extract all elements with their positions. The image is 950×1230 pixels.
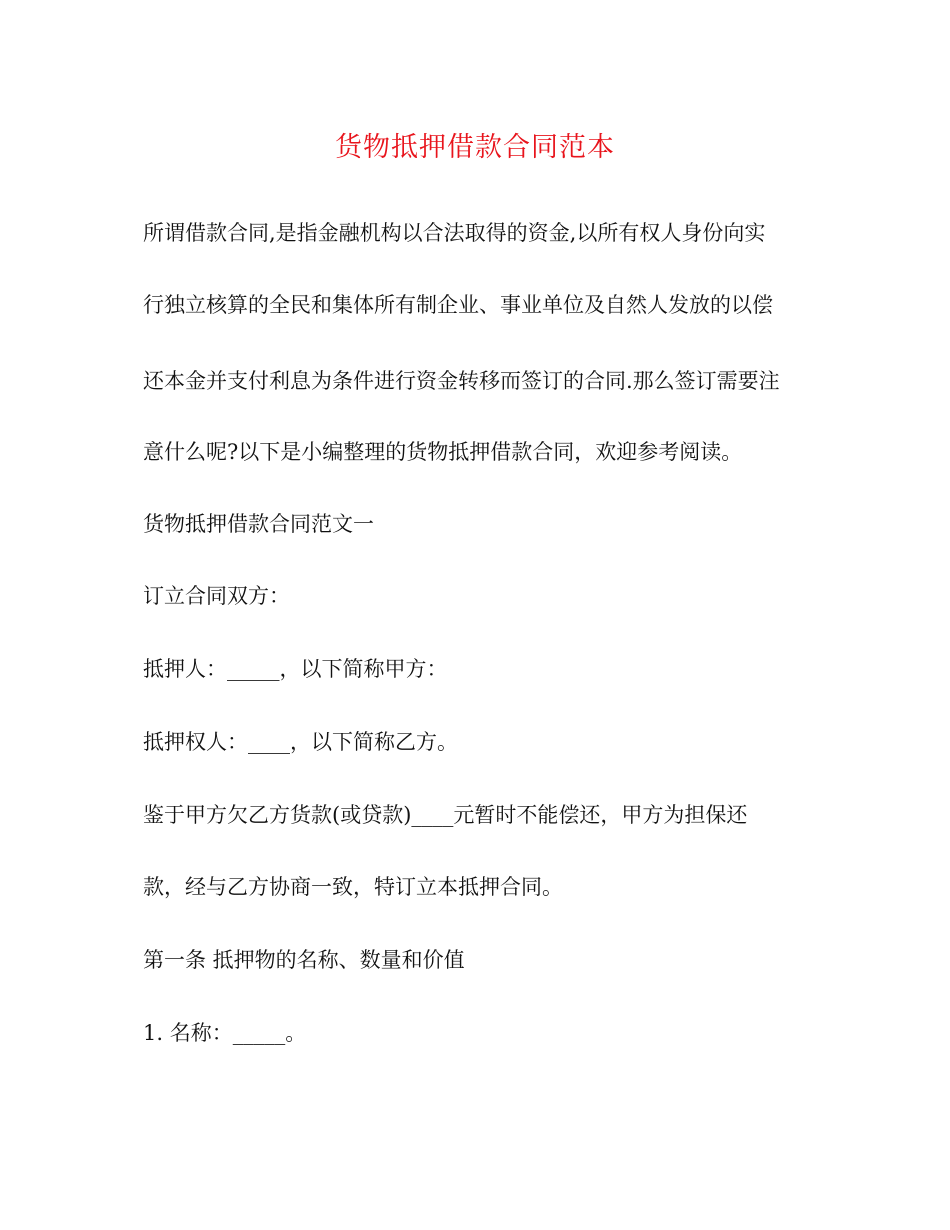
mortgagor-line: 抵押人：_____，以下简称甲方： <box>143 657 448 681</box>
parties-heading: 订立合同双方： <box>143 584 290 608</box>
document-title: 货物抵押借款合同范本 <box>335 132 615 163</box>
intro-line-1: 所谓借款合同,是指金融机构以合法取得的资金,以所有权人身份向实 <box>143 221 766 245</box>
intro-line-2: 行独立核算的全民和集体所有制企业、事业单位及自然人发放的以偿 <box>143 293 773 317</box>
recital-line-2: 款，经与乙方协商一致，特订立本抵押合同。 <box>143 875 563 899</box>
article-one-heading: 第一条 抵押物的名称、数量和价值 <box>143 948 465 972</box>
item-name-line: 1. 名称：_____。 <box>143 1021 307 1045</box>
section-heading: 货物抵押借款合同范文一 <box>143 512 374 536</box>
intro-line-3: 还本金并支付利息为条件进行资金转移而签订的合同.那么签订需要注 <box>143 369 780 393</box>
recital-line-1: 鉴于甲方欠乙方货款(或贷款)____元暂时不能偿还，甲方为担保还 <box>143 803 748 827</box>
intro-line-4: 意什么呢?以下是小编整理的货物抵押借款合同，欢迎参考阅读。 <box>143 440 743 464</box>
mortgagee-line: 抵押权人：____，以下简称乙方。 <box>143 730 458 754</box>
